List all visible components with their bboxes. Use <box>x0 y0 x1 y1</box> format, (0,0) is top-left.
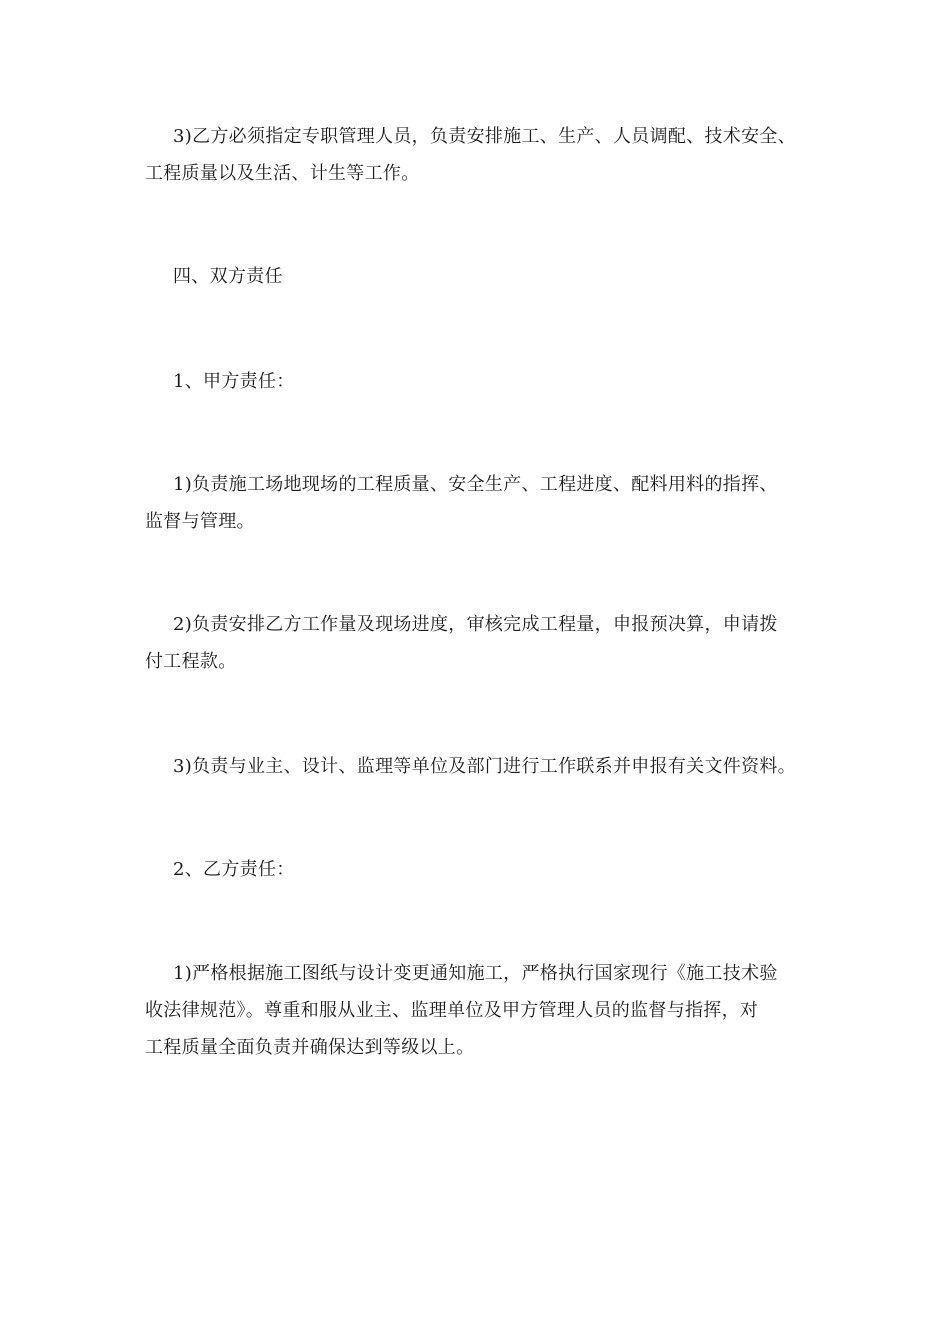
section-heading-mutual-responsibilities <box>145 258 835 295</box>
text-line: 3)负责与业主、设计、监理等单位及部门进行工作联系并申报有关文件资料。 <box>173 756 796 777</box>
paragraph-a-3-duty <box>145 748 835 785</box>
text-line: 付工程款。 <box>145 651 237 672</box>
text-line: 工程质量全面负责并确保达到等级以上。 <box>145 1037 475 1058</box>
text-line: 工程质量以及生活、计生等工作。 <box>145 163 420 184</box>
text-line: 2)负责安排乙方工作量及现场进度，审核完成工程量，申报预决算，申请拨 <box>173 614 778 635</box>
text-line: 四、双方责任 <box>173 266 283 287</box>
subheading-party-a-responsibilities <box>145 363 835 400</box>
paragraph-b-3-duty <box>145 118 835 192</box>
text-line: 1)负责施工场地现场的工程质量、安全生产、工程进度、配料用料的指挥、 <box>173 474 778 495</box>
text-line: 监督与管理。 <box>145 511 255 532</box>
paragraph-a-2-duty <box>145 606 835 680</box>
text-line: 2、乙方责任： <box>173 859 295 880</box>
subheading-party-b-responsibilities <box>145 851 835 888</box>
text-line: 1、甲方责任： <box>173 371 295 392</box>
text-line: 收法律规范》。尊重和服从业主、监理单位及甲方管理人员的监督与指挥，对 <box>145 1000 759 1021</box>
text-line: 3)乙方必须指定专职管理人员，负责安排施工、生产、人员调配、技术安全、 <box>173 126 796 147</box>
paragraph-b-1-duty <box>145 955 835 1066</box>
paragraph-a-1-duty <box>145 466 835 540</box>
text-line: 1)严格根据施工图纸与设计变更通知施工，严格执行国家现行《施工技术验 <box>173 963 778 984</box>
